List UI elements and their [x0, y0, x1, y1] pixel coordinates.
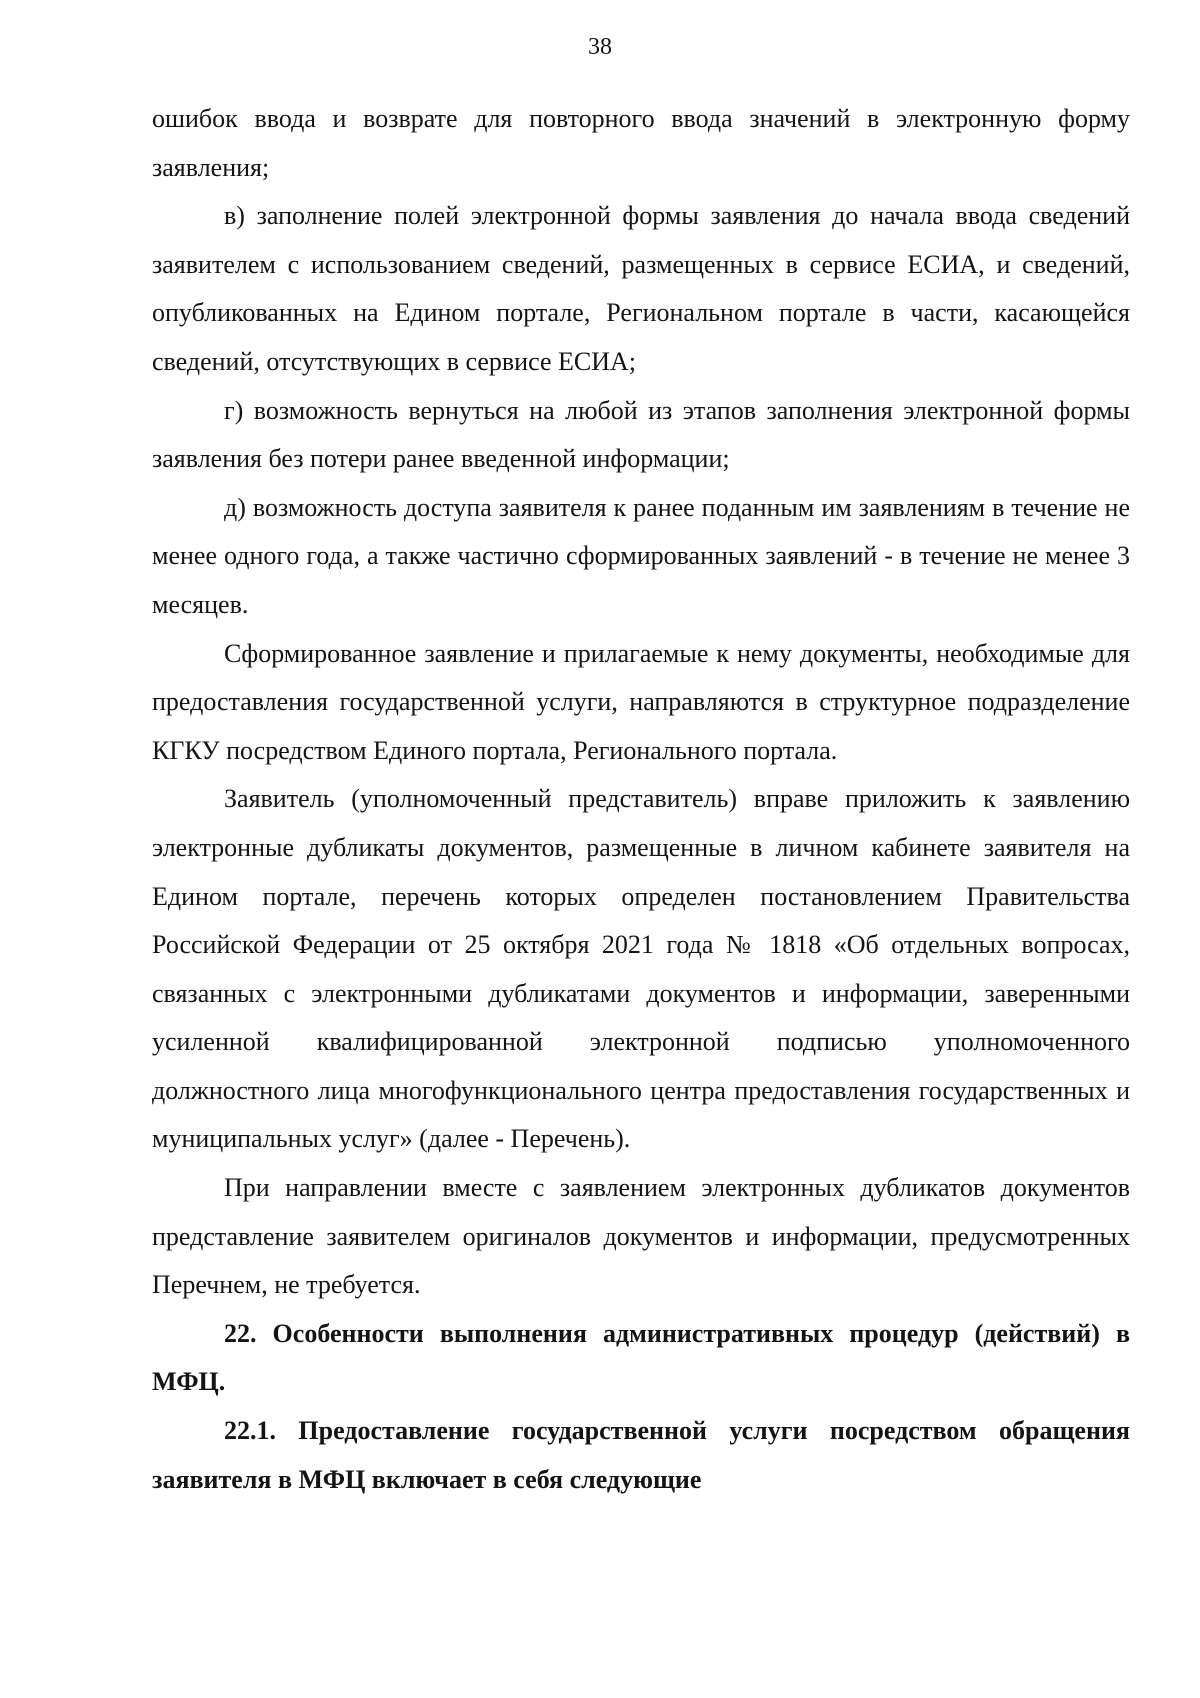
paragraph-formed-application: Сформированное заявление и прилагаемые к нему документы, необходимые для предоставления государственной услуги, направляются в структурное подразделение КГКУ посредством Единого портала, Регионального портала. — [152, 638, 1130, 765]
paragraph-applicant-rights: Заявитель (уполномоченный представитель) вправе приложить к заявлению электронные дубликаты документов, размещенные в личном кабинете заявителя на Едином портале, перечень которых определен постановлением Правительства Российской Федерации от 25 октября 2021 года № 1818 «Об отдельных вопросах, связанных с электронными дубликатами документов и информации, заверенными усиленной квалифицированной электронной подписью уполномоченного должностного лица многофункционального центра предоставления государственных и муниципальных услуг» (далее - Перечень). — [152, 784, 1130, 1154]
section-heading-22: 22. Особенности выполнения административных процедур (действий) в МФЦ. — [152, 1318, 1130, 1397]
section-heading-22-1: 22.1. Предоставление государственной услуги посредством обращения заявителя в МФЦ включает в себя следующие — [152, 1416, 1130, 1494]
paragraph-item-v: в) заполнение полей электронной формы заявления до начала ввода сведений заявителем с использованием сведений, размещенных в сервисе ЕСИА, и сведений, опубликованных на Едином портале, Региональном портале в части, касающейся сведений, отсутствующих в сервисе ЕСИА; — [152, 201, 1130, 376]
paragraph-originals-not-required: При направлении вместе с заявлением электронных дубликатов документов представление заявителем оригиналов документов и информации, предусмотренных Перечнем, не требуется. — [152, 1173, 1130, 1300]
document-body — [152, 95, 1130, 1504]
paragraph-continuation: ошибок ввода и возврате для повторного ввода значений в электронную форму заявления; — [152, 104, 1130, 182]
paragraph-item-g: г) возможность вернуться на любой из этапов заполнения электронной формы заявления без потери ранее введенной информации; — [152, 395, 1130, 474]
page-number: 38 — [588, 34, 612, 60]
paragraph-item-d: д) возможность доступа заявителя к ранее поданным им заявлениям в течение не менее одного года, а также частично сформированных заявлений - в течение не менее 3 месяцев. — [152, 492, 1130, 619]
